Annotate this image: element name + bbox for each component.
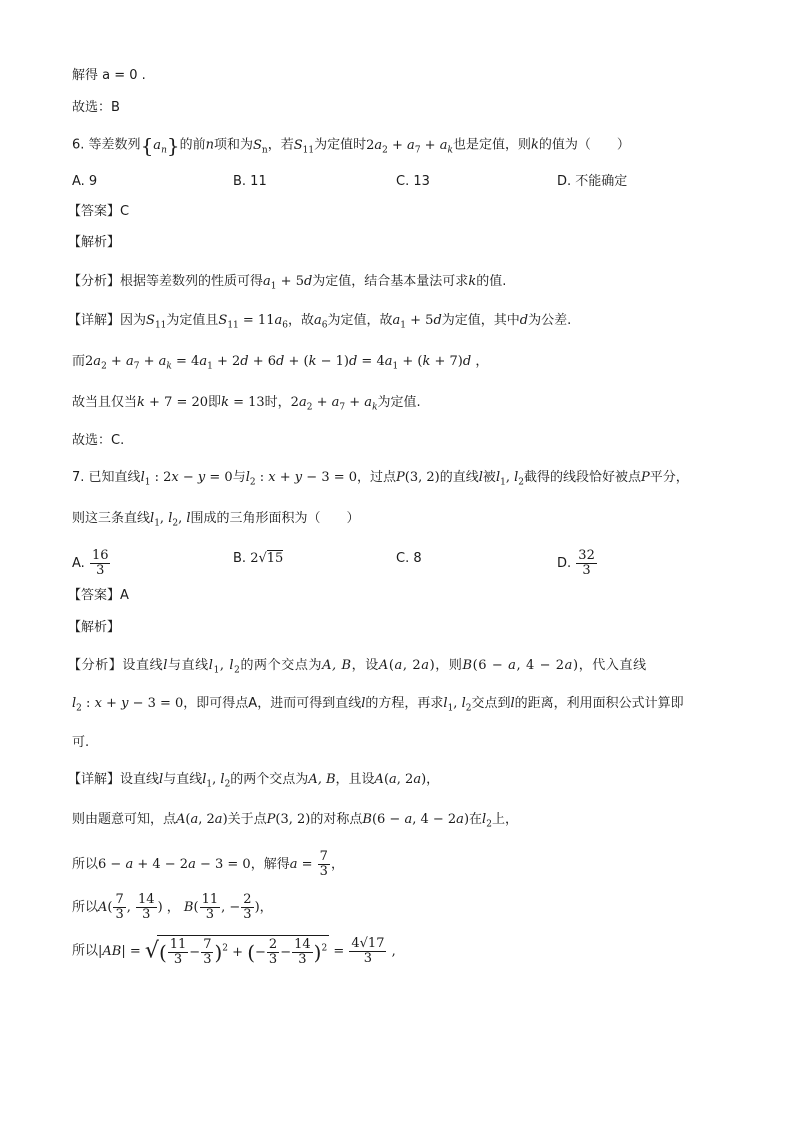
q7-answer: 【答案】A <box>68 588 129 603</box>
q6-xq-math-a6: $a_6$ <box>313 313 328 331</box>
q7-analysis-tag: 【分析】 <box>68 658 123 673</box>
q6-option-c: C. 13 <box>396 174 430 189</box>
q7-option-a <box>72 549 111 578</box>
q7-sym-math-l2: $l_2$ <box>482 812 492 830</box>
q6-der-math: $2a_2 + a_7 + a_k = 4a_1 + 2d + 6d + (k - 1)d = 4a_1 + (k + 7)d$ ， <box>85 354 489 372</box>
q7-fx2-math-l: l <box>361 696 366 711</box>
q6-analysis-line <box>68 272 506 297</box>
q6-text-3: 项和为 <box>213 137 253 153</box>
question-6-stem <box>72 135 630 160</box>
q6-fx-math-1: $a_1 + 5d$ <box>263 274 313 292</box>
q6-condition-line <box>72 393 421 418</box>
q6-xq-math-a1-5d: $a_1 + 5d$ <box>392 313 442 331</box>
q6-xq-text-1: 因为 <box>120 313 147 328</box>
q7-sym-text-5: 上， <box>491 812 518 827</box>
q6-cond-math-1: k + 7 = 20 <box>137 395 209 410</box>
q7-sym-math-p: P(3, 2) <box>266 812 311 827</box>
q7-sym-math-b: B(6 − a, 4 − 2a) <box>362 812 470 827</box>
q6-xq-math-s11-eq: $S_{11} = 11a_6$ <box>218 313 288 331</box>
q6-xq-text-2: 为定值且 <box>166 313 219 328</box>
q6-math-n: n <box>205 137 214 153</box>
q6-choice-c: 故选：C. <box>72 433 125 448</box>
q7-fx-math-a: A(a, 2a) <box>378 658 436 673</box>
q7-fx-text-5: ，则 <box>435 658 463 673</box>
q7-option-d-label: D. <box>557 556 572 571</box>
q7-fx-text-3: 的两个交点为 <box>240 658 323 673</box>
q7-symmetry-line <box>72 810 518 835</box>
q7-option-b-root: 2√15 <box>250 551 284 566</box>
text-choose-b: 故选：B <box>72 100 120 115</box>
q7-fx2-math-l-2: l <box>510 696 515 711</box>
q6-text-7: 的值为（ ） <box>538 137 630 153</box>
q7-option-d <box>557 549 598 578</box>
q6-analysis-heading: 【解析】 <box>68 235 121 250</box>
q7-text-3: ，过点 <box>357 470 397 485</box>
q6-text-5: 为定值时 <box>314 137 367 153</box>
q6-detail-tag: 【详解】 <box>68 313 121 328</box>
q7-sym-math-a: A(a, 2a) <box>176 812 228 827</box>
q6-text-1: 等差数列 <box>88 137 141 153</box>
q7-fx-text-6: ，代入直线 <box>578 658 647 673</box>
q7-fx-math-l2: $l_2$ : x + y − 3 = 0 <box>72 696 184 714</box>
q6-text-4: ，若 <box>267 137 294 153</box>
q7-dist-text-1: 所以 <box>72 943 99 959</box>
q7-pts-text-2: ， <box>259 900 273 915</box>
q7-xq-math-l: l <box>159 772 164 787</box>
text-line-result-a <box>72 66 146 86</box>
q7-detail-line <box>68 770 439 795</box>
q6-math-k: k <box>530 137 539 153</box>
text-line-choice-b <box>72 98 120 118</box>
q7-option-b-label: B. <box>233 551 247 566</box>
q7-math-p2: P <box>641 470 650 485</box>
q6-derivation-line <box>72 352 488 377</box>
q6-cond-text-4: 为定值. <box>377 395 421 410</box>
question-6-number: 6. <box>72 137 85 153</box>
q7-sym-text-1: 则由题意可知，点 <box>72 812 177 827</box>
q6-xq-text-3: ，故 <box>287 313 314 328</box>
q7-solve-line <box>72 850 344 879</box>
q7-option-c: C. 8 <box>396 551 422 566</box>
q7b-text-2: 围成的三角形面积为（ ） <box>190 511 360 526</box>
q6-math-s11: $S_{11}$ <box>293 137 315 156</box>
q6-xq-math-s11: $S_{11}$ <box>146 313 167 331</box>
q6-analysis-tag: 【分析】 <box>68 274 121 289</box>
q6-math-sn: $S_n$ <box>253 137 268 156</box>
q7-sym-text-4: 在 <box>469 812 483 827</box>
q7-pts-text-1: 所以 <box>72 900 99 915</box>
q7-fx2-text-3: 交点到 <box>471 696 511 711</box>
q6-cond-math-3: $2a_2 + a_7 + a_k$ <box>290 395 378 413</box>
q6-cond-text-3: 时， <box>264 395 291 410</box>
text-a-equals-zero: 解得 a = 0 . <box>72 68 146 83</box>
q7-xq-math-l1l2: $l_1$, $l_2$ <box>202 772 231 790</box>
q7-fx-text-2: 与直线 <box>167 658 209 673</box>
question-7-stem-2 <box>72 509 360 534</box>
q7-fx2-math-l1l2: $l_1$, $l_2$ <box>443 696 472 714</box>
q7-text-7: 平分， <box>649 470 689 485</box>
q7-analysis-line-3: 可. <box>72 735 90 750</box>
q7-math-l: l <box>478 470 483 485</box>
q7-analysis-heading: 【解析】 <box>68 620 121 635</box>
q7-xq-text-2: 与直线 <box>163 772 203 787</box>
q7-sym-text-3: 的对称点 <box>310 812 363 827</box>
q7-pts-math-a: A( $\frac{7}{3}$ , $\frac{14}{3}$ ) <box>98 892 163 922</box>
q7-option-a-label: A. <box>72 556 85 571</box>
q7b-math-lines: $l_1$, $l_2$, l <box>150 511 191 529</box>
q7-xq-text-1: 设直线 <box>120 772 160 787</box>
q7-xq-math-a: A(a, 2a) <box>374 772 427 787</box>
q6-option-b: B. 11 <box>233 174 267 189</box>
q7-analysis-line-1 <box>68 656 647 681</box>
q7-fx-math-b: B(6 − a, 4 − 2a) <box>462 658 579 673</box>
q7-xq-math-ab: A, B <box>308 772 336 787</box>
q7-solve-text-2: ，解得 <box>250 857 290 872</box>
q7-fx-text-4: ，设 <box>351 658 379 673</box>
q7-points-line: 所以A( $\frac{7}{3}$ , $\frac{14}{3}$ ) ， B( $\frac{11}{3}$ , − $\frac{2}{3}$ )， <box>72 892 273 922</box>
q7-fx-math-l1l2: $l_1$, $l_2$ <box>208 658 241 676</box>
q7-solve-math-a: a = $\frac{7}{3}$ <box>289 849 328 879</box>
q6-fx-text-2: 为定值，结合基本量法可求 <box>312 274 469 289</box>
q7-text-1: 已知直线 <box>88 470 141 485</box>
q6-answer: 【答案】C <box>68 204 130 219</box>
q6-cond-text-1: 故当且仅当 <box>72 395 138 410</box>
q7-xq-text-3: 的两个交点为 <box>230 772 309 787</box>
q7-option-a-fraction: $\frac{16}{3}$ <box>91 548 109 578</box>
question-7-stem <box>72 468 689 493</box>
q7-math-l1: $l_1$ : 2x − y = 0 <box>140 470 233 488</box>
q7-xq-text-4: ，且设 <box>335 772 375 787</box>
q6-math-expr: $2a_2 + a_7 + a_k$ <box>366 137 453 156</box>
q6-fx-text-1: 根据等差数列的性质可得 <box>120 274 264 289</box>
q7-text-4: 的直线 <box>439 470 479 485</box>
q7-xq-text-5: ， <box>426 772 440 787</box>
q7b-text-1: 则这三条直线 <box>72 511 151 526</box>
q7-distance-line <box>72 935 396 967</box>
q6-cond-math-2: k = 13 <box>221 395 265 410</box>
q6-option-a: A. 9 <box>72 174 98 189</box>
q7-detail-tag: 【详解】 <box>68 772 121 787</box>
q7-fx-math-ab: A, B <box>322 658 352 673</box>
q6-fx-math-k: k <box>468 274 477 289</box>
q7-text-2: 与 <box>232 470 246 485</box>
q6-fx-text-3: 的值. <box>476 274 507 289</box>
question-7-number: 7. <box>72 470 85 485</box>
q7-solve-text-1: 所以 <box>72 857 99 872</box>
q7-fx-text-1: 设直线 <box>122 658 164 673</box>
q7-fx2-text-1: ，即可得点A，进而可得到直线 <box>183 696 362 711</box>
q6-xq-text-4: 为定值，故 <box>327 313 393 328</box>
q7-option-d-fraction: $\frac{32}{3}$ <box>578 548 595 578</box>
q7-math-l2: $l_2$ : x + y − 3 = 0 <box>245 470 358 488</box>
q6-option-d: D. 不能确定 <box>557 174 628 189</box>
q7-dist-math: |AB| = √( $\frac{11}{3}$ − $\frac{7}{3}$ )$^2$ + (− $\frac{2}{3}$ − $\frac{14}{3}$ )$^2$ = $\frac{4√17}{3}$ , <box>98 935 396 967</box>
q7-text-6: 截得的线段恰好被点 <box>524 470 642 485</box>
q6-xq-text-6: 为公差. <box>528 313 572 328</box>
q7-option-b <box>233 549 283 569</box>
q7-sym-text-2: 关于点 <box>227 812 267 827</box>
q7-solve-math-eq: 6 − a + 4 − 2a − 3 = 0 <box>98 857 251 872</box>
q6-text-2: 的前 <box>179 137 206 153</box>
q6-text-6: 也是定值，则 <box>452 137 531 153</box>
q7-text-5: 被 <box>482 470 496 485</box>
q6-detail-line <box>68 311 571 336</box>
q7-analysis-line-2 <box>72 694 684 719</box>
q7-pts-math-b: B( $\frac{11}{3}$ , − $\frac{2}{3}$ ) <box>183 892 260 922</box>
q7-fx2-text-2: 的方程，再求 <box>365 696 444 711</box>
q7-math-l1l2: $l_1$, $l_2$ <box>495 470 525 488</box>
q7-fx2-text-4: 的距离，利用面积公式计算即 <box>514 696 684 711</box>
q7-fx-math-l: l <box>163 658 168 673</box>
q6-der-text-1: 而 <box>72 354 86 369</box>
q6-math-seq: $\{a_n\}$ <box>140 133 180 157</box>
q7-solve-text-3: ， <box>330 857 344 872</box>
q6-xq-text-5: 为定值，其中 <box>441 313 520 328</box>
q7-math-p: P(3, 2) <box>396 470 440 485</box>
q6-xq-math-d: d <box>519 313 529 328</box>
q6-cond-text-2: 即 <box>208 395 222 410</box>
